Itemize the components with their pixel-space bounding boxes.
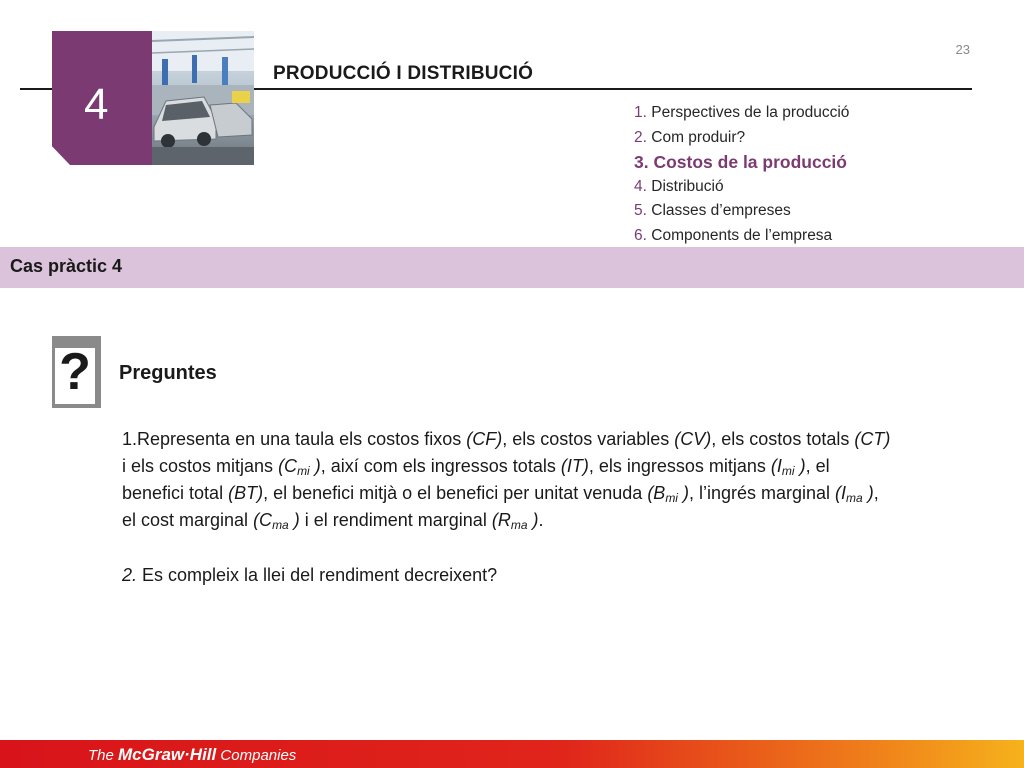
section-title: Cas pràctic 4	[10, 256, 123, 276]
slide-number: 23	[955, 42, 970, 57]
toc-item-active[interactable]: 3. Costos de la producció	[634, 152, 847, 172]
chapter-toc	[634, 101, 849, 248]
question-1: 1.Representa en una taula els costos fixos (CF), els costos variables (CV), els costos totals (CT) i els costos mitjans ($C_{mi}$ ), així com els ingressos totals (IT), els ingressos mitjans ($I_{mi}$ ), el benefici total (BT), el benefici mitjà o el benefici per unitat venuda ($B_{mi}$ ), l’ingrés marginal ($I_{ma}$ ), el cost marginal ($C_{ma}$ ) i el rendiment marginal ($R_{ma}$ ).	[122, 429, 891, 532]
question-2: 2. Es compleix la llei del rendiment decreixent?	[122, 565, 498, 585]
chapter-number: 4	[84, 80, 109, 129]
factory-assembly-line-image	[152, 31, 254, 165]
section-band	[0, 247, 1024, 288]
mcgraw-hill-logo: The McGraw·Hill Companies	[88, 745, 297, 764]
toc-item[interactable]: 1. Perspectives de la producció	[634, 104, 850, 121]
chapter-title: PRODUCCIÓ I DISTRIBUCIÓ	[273, 63, 534, 84]
factory-photo	[152, 31, 254, 165]
toc-item[interactable]: 2. Com produir?	[634, 128, 746, 146]
toc-item[interactable]: 5. Classes d’empreses	[634, 202, 791, 219]
questions-heading: Preguntes	[119, 362, 217, 384]
toc-item[interactable]: 4. Distribució	[634, 177, 724, 195]
toc-item[interactable]: 6. Components de l’empresa	[634, 226, 833, 244]
question-mark-icon: ?	[59, 343, 91, 401]
